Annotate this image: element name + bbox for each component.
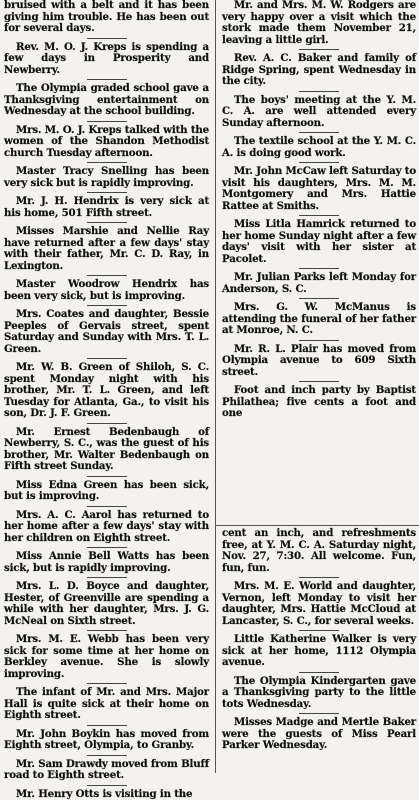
item-separator: [87, 275, 127, 276]
item-separator: [87, 305, 127, 306]
item-separator: [87, 79, 127, 80]
news-item: The Olympia Kindergarten gave a Thanksgiving party to the little tots Wednesday.: [222, 676, 416, 711]
news-item: Mr. J. H. Hendrix is very sick at his home, 501 Fifth street.: [4, 196, 209, 219]
news-item: The infant of Mr. and Mrs. Major Hall is quite sick at their home on Eighth street.: [4, 687, 209, 722]
item-separator: [299, 381, 339, 382]
news-item: Mr. R. L. Plair has moved from Olympia avenue to 609 Sixth street.: [222, 344, 416, 379]
item-separator: [87, 683, 127, 684]
news-item: bruised with a belt and it has been giving him trouble. He has been out for several days.: [4, 0, 209, 35]
news-item: Misses Marshie and Nellie Ray have returned after a few days' stay with their father, Mr. C. D. Ray, in Lexington.: [4, 226, 209, 272]
news-item: Rev. M. O. J. Kreps is spending a few days in Prosperity and Newberry.: [4, 42, 209, 77]
item-separator: [299, 672, 339, 673]
item-separator: [87, 630, 127, 631]
item-separator: [87, 506, 127, 507]
item-separator: [299, 630, 339, 631]
news-item: Mr. Sam Drawdy moved from Bluff road to Eighth street.: [4, 759, 209, 782]
news-item: Mr. Henry Otts is visiting in the: [4, 789, 209, 800]
news-item: Mr. John Boykin has moved from Eighth street, Olympia, to Granby.: [4, 729, 209, 752]
news-item: The boys' meeting at the Y. M. C. A. are well attended every Sunday afternoon.: [222, 95, 416, 130]
item-separator: [299, 713, 339, 714]
item-separator: [87, 423, 127, 424]
item-separator: [299, 49, 339, 50]
news-item: Mr. W. B. Green of Shiloh, S. C. spent Monday night with his brother, Mr. T. L. Green, and left Tuesday for Atlanta, Ga., to visit his son, Dr. J. F. Green.: [4, 362, 209, 420]
news-item: Mrs. M. O. J. Kreps talked with the women of the Shandon Methodist church Tuesday afternoon.: [4, 125, 209, 160]
news-item: Mrs. A. C. Aarol has returned to her home after a few days' stay with her children on Eighth street.: [4, 510, 209, 545]
news-item: Mrs. G. W. McManus is attending the funeral of her father at Monroe, N. C.: [222, 302, 416, 337]
news-item: Little Katherine Walker is very sick at her home, 1112 Olympia avenue.: [222, 634, 416, 669]
news-item: Master Woodrow Hendrix has been very sick, but is improving.: [4, 279, 209, 302]
item-separator: [299, 91, 339, 92]
item-separator: [87, 222, 127, 223]
item-separator: [87, 162, 127, 163]
section-rule: [215, 525, 419, 526]
news-item: Miss Edna Green has been sick, but is improving.: [4, 480, 209, 503]
item-separator: [87, 547, 127, 548]
item-separator: [87, 38, 127, 39]
item-separator: [87, 725, 127, 726]
left-column: [4, 0, 209, 800]
item-separator: [299, 577, 339, 578]
news-item: Mr. John McCaw left Saturday to visit his daughters, Mrs. M. M. Montgomery and Mrs. Hattie Rattee at Smiths.: [222, 166, 416, 212]
item-separator: [299, 215, 339, 216]
right-column-lower: [222, 528, 416, 752]
item-separator: [87, 785, 127, 786]
item-separator: [87, 755, 127, 756]
item-separator: [299, 340, 339, 341]
news-item: Miss Annie Bell Watts has been sick, but is rapidly improving.: [4, 551, 209, 574]
news-item: Rev. A. C. Baker and family of Ridge Spring, spent Wednesday in the city.: [222, 53, 416, 88]
news-item: Mrs. M. E. World and daughter, Vernon, left Monday to visit her daughter, Mrs. Hattie McCloud at Lancaster, S. C., for several weeks.: [222, 581, 416, 627]
news-item: Mr. Ernest Bedenbaugh of Newberry, S. C., was the guest of his brother, Mr. Walter Bedenbaugh on Fifth street Sunday.: [4, 427, 209, 473]
column-divider: [215, 0, 216, 773]
news-item: The textile school at the Y. M. C. A. is doing good work.: [222, 136, 416, 159]
news-item: Mr. Julian Parks left Monday for Anderson, S. C.: [222, 272, 416, 295]
news-item: Mr. and Mrs. M. W. Rodgers are very happy over a visit which the stork made them November 21, leaving a little girl.: [222, 0, 416, 46]
news-item: cent an inch, and refreshments free, at Y. M. C. A. Saturday night, Nov. 27, 7:30. All welcome. Fun, fun, fun.: [222, 528, 416, 574]
news-item: Miss Litla Hamrick returned to her home Sunday night after a few days' visit with her sister at Pacolet.: [222, 219, 416, 265]
item-separator: [87, 358, 127, 359]
item-separator: [87, 577, 127, 578]
item-separator: [87, 476, 127, 477]
news-item: Foot and inch party by Baptist Philathea; five cents a foot and one: [222, 385, 416, 420]
item-separator: [299, 162, 339, 163]
item-separator: [299, 132, 339, 133]
news-item: Master Tracy Snelling has been very sick but is rapidly improving.: [4, 166, 209, 189]
news-item: The Olympia graded school gave a Thanksgiving entertainment on Wednesday at the school building.: [4, 83, 209, 118]
item-separator: [299, 268, 339, 269]
item-separator: [87, 192, 127, 193]
news-item: Mrs. L. D. Boyce and daughter, Hester, of Greenville are spending a while with her daughter, Mrs. J. G. McNeal on Sixth street.: [4, 581, 209, 627]
news-item: Mrs. Coates and daughter, Bessie Peeples of Gervais street, spent Saturday and Sunday with Mrs. T. L. Green.: [4, 309, 209, 355]
right-column: [222, 0, 416, 420]
item-separator: [299, 298, 339, 299]
news-item: Mrs. M. E. Webb has been very sick for some time at her home on Berkley avenue. She is slowly improving.: [4, 634, 209, 680]
news-item: Misses Madge and Mertle Baker were the guests of Miss Pearl Parker Wednesday.: [222, 717, 416, 752]
item-separator: [87, 121, 127, 122]
